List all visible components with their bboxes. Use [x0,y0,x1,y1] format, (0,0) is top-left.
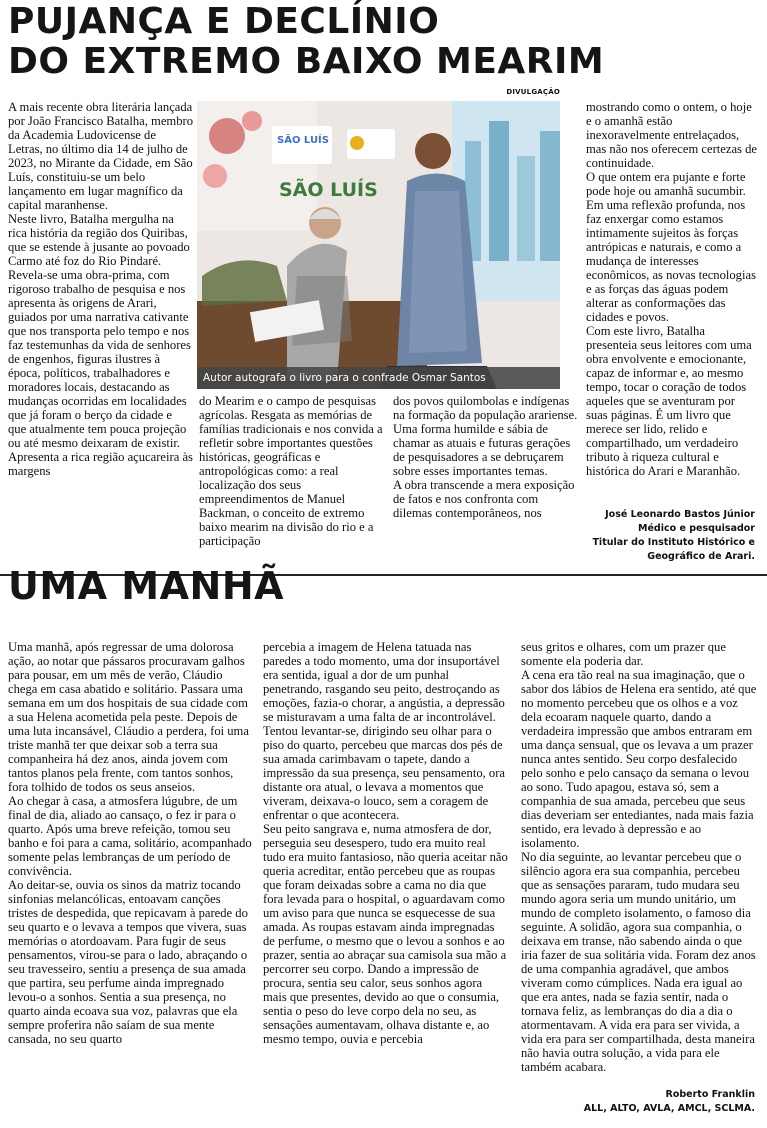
article-photo [197,101,560,389]
article1-signature [592,508,755,564]
article2-column-2 [263,640,508,1120]
paragraph: A obra transcende a mera exposição de fatos e nos confronta com dilemas contemporâneos, nos [393,478,575,520]
paragraph: seus gritos e olhares, com um prazer que somente ela poderia dar. [521,640,726,668]
paragraph: dos povos quilombolas e indígenas na formação da população arariense. Uma forma humilde e sábia de chamar as atuais e futuras gerações de pesquisadores a se debruçarem sobre esses importantes temas. [393,394,578,478]
paragraph: percebia a imagem de Helena tatuada nas paredes a todo momento, uma dor insuportável era sentida, igual a dor de um punhal penetrando, rasgando seu peito, destroçando as emoções, fazia-o chorar, a angústia, a depressão se misturavam a uma falta de ar incontrolável. [263,640,505,724]
paragraph: Com este livro, Batalha presenteia seus leitores com uma obra envolvente e emocionante, capaz de informar e, ao mesmo tempo, tocar o coração de todos aqueles que se aventuram por suas páginas. É um livro que merece ser lido, relido e compartilhado, um verdadeiro tributo à riqueza cultural e histórica do Arari e Maranhão. [586,324,752,478]
headline-line-1: PUJANÇA E DECLÍNIO [8,1,440,42]
author-affiliation: Titular do Instituto Histórico e [592,537,755,548]
article1-column-2 [199,394,387,569]
photo-caption: Autor autografa o livro para o confrade Osmar Santos [197,367,560,389]
paragraph: Uma manhã, após regressar de uma dolorosa ação, ao notar que pássaros procuravam galhos para pousar, em um mês de verão, Cláudio chega em casa abatido e solitário. Passara uma semana em um dos hospitais de sua cidade com a sua Helena acometida pela peste. Depois de uma luta incansável, Cláudio a perdera, foi uma triste manhã ter que deixar sob a terra sua companheira há dez anos, ainda jovem com tantos planos pela frente, com tantos sonhos, fora tolhido de todos os seus anseios. [8,640,249,794]
photo-credit: DIVULGAÇÃO [506,88,560,96]
article2-column-3 [521,640,759,1080]
paragraph: Ao chegar à casa, a atmosfera lúgubre, de um final de dia, aliado ao cansaço, o fez ir para o quarto. Após uma breve refeição, tomou seu banho e foi para a cama, solitário, acompanhado somente pelas lembranças de um período de convivência. [8,794,252,878]
article1-column-3 [393,394,578,569]
article2-signature [584,1088,755,1116]
article2-column-1 [8,640,252,1120]
author-name: Roberto Franklin [665,1089,755,1100]
author-affiliations: ALL, ALTO, AVLA, AMCL, SCLMA. [583,1103,755,1114]
paragraph: Seu peito sangrava e, numa atmosfera de dor, perseguia seu desespero, tudo era muito real tudo era muito fantasioso, não queria aceitar não queria acreditar, então percebeu que as roupas que foram deixadas sobre a cama no dia que fora levada para o hospital, o aguardavam como um aviso para que nunca se esquecesse de sua amada. As roupas estavam ainda impregnadas de perfume, o mesmo que o levou a sonhos e ao prazer, sentia ao abraçar sua camisola sua mão a percorrer seu corpo. Dando a impressão de procura, sentia seu calor, seus sonhos agora mais que presentes, devido ao que o consumia, sentia o peso do leve corpo dela no seu, as sensações aumentavam, olhava distante e, ao mesmo tempo, ouvia e percebia [263,822,508,1046]
photo-illustration [197,101,560,389]
author-affiliation-2: Geográfico de Arari. [647,551,755,562]
paragraph: No dia seguinte, ao levantar percebeu que o silêncio agora era sua companhia, percebeu que as sensações pararam, tudo mudara seu mundo agora seria um mundo unitário, um mundo de completo isolamento, o famoso dia seguinte. A solidão, agora sua companhia, o deixava em transe, não sabendo ainda o que iria fazer de sua solitária vida. Foram dez anos de uma companhia agradável, que ambos viveram como cúmplices. Nada era igual ao que era antes, nada se fazia sentir, nada o tornava feliz, as lembranças do dia a dia o atormentavam. A vida era para ser vivida, a vida era para ser compartilhada, desta maneira não havia outra solução, a vida para ele também acabara. [521,850,756,1074]
paragraph: Ao deitar-se, ouvia os sinos da matriz tocando sinfonias melancólicas, entoavam canções tristes de despedida, que repicavam à parede do seu quarto e o levava a tempos que vivera, suas memórias o atordoavam. Para fugir de seus pensamentos, virou-se para o lado, abraçando o seu travesseiro, sentiu a presença de sua amada que partira, seu perfume ainda impregnado levou-o a sonhos. Sentia a sua presença, no quarto ainda ecoava sua voz, palavras que ela sempre proferira não saíam de sua mente cansada, no seu quarto [8,878,248,1046]
paragraph: Tentou levantar-se, dirigindo seu olhar para o piso do quarto, percebeu que marcas dos pés de sua amada carimbavam o tapete, dando a impressão da sua presença, seu pensamento, ora distante ora atual, o levava a momentos que viveram, deixava-o louco, sem a coragem de enfrentar o que acontecera. [263,724,505,822]
headline-line-2: DO EXTREMO BAIXO MEARIM [8,41,605,82]
paragraph: Apresenta a rica região açucareira às margens [8,450,193,478]
article1-column-1 [8,100,193,568]
article-headline [8,2,604,82]
author-name: José Leonardo Bastos Júnior [605,509,755,520]
article2-headline: UMA MANHÃ [8,564,285,608]
author-title: Médico e pesquisador [638,523,755,534]
paragraph: A cena era tão real na sua imaginação, que o sabor dos lábios de Helena era sentido, até que no momento percebeu que os olhos e a voz dela ecoaram naquele quarto, dando a verdadeira impressão que ambos entraram em uma dança sensual, que os levava a um prazer nunca antes sentido. Seu corpo desfalecido pelo sonho e pelo cansaço da semana o levou ao sono. Tudo apagou, estava só, sem a companhia de sua amada, percebeu que seus dias deveriam ser entediantes, nada mais fazia sentido, era levado à depressão e ao isolamento. [521,668,757,850]
paragraph: O que ontem era pujante e forte pode hoje ou amanhã sucumbir. Em uma reflexão profunda, nos faz enxergar como estamos intimamente sujeitos às forças antrópicas e naturais, e como a mudança de interesses econômicos, as novas tecnologias e as forças das águas podem alterar as conformações das cidades e povos. [586,170,756,324]
paragraph: Neste livro, Batalha mergulha na rica história da região dos Quiribas, que se estende à jusante ao povoado Carmo até foz do Rio Pindaré. Revela-se uma obra-prima, com rigoroso trabalho de pesquisa e nos apresenta às origens de Arari, guiados por uma narrativa cativante que nos transporta pelo tempo e nos faz testemunhas da vida de senhores de engenhos, figuras ilustres à época, políticos, trabalhadores e moradores locais, destacando as mudanças ocorridas em localidades que já foram o berço da cidade e que atualmente tem pouca projeção ou até mesmo deixaram de existir. [8,212,191,450]
paragraph: do Mearim e o campo de pesquisas agrícolas. Resgata as memórias de famílias tradicionais e nos convida a refletir sobre importantes questões históricas, geográficas e antropológicas como: a real localização dos seus empreendimentos de Manuel Backman, o conceito de extremo baixo mearim na divisão do rio e a participação [199,394,383,548]
wall-logo-text: SÃO LUÍS [279,179,378,201]
paragraph: mostrando como o ontem, o hoje e o amanhã estão inexoravelmente entrelaçados, mas não nos oferecem certezas de continuidade. [586,100,757,170]
paragraph: A mais recente obra literária lançada por João Francisco Batalha, membro da Academia Ludovicense de Letras, no último dia 14 de julho de 2023, no Mirante da Cidade, em São Luís, constituiu-se um belo lançamento em lugar magnífico da capital maranhense. [8,100,193,212]
article1-column-4 [586,100,759,512]
banner-text: SÃO LUÍS [277,135,329,146]
